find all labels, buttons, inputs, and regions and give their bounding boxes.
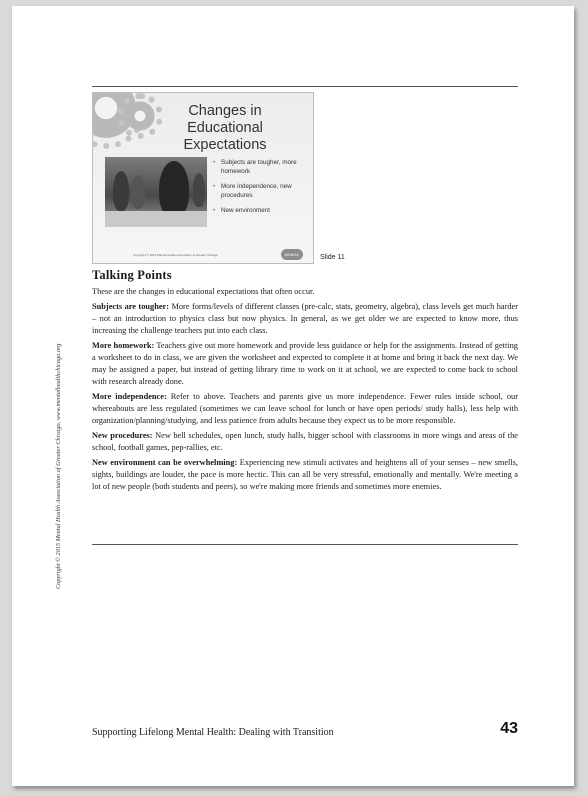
section-heading: Talking Points (92, 268, 172, 282)
slide-title-line-2: Educational Expectations (183, 120, 267, 153)
talking-point (92, 391, 518, 427)
talking-point (92, 340, 518, 388)
talking-point-text: New bell schedules, open lunch, study halls, bigger school with classrooms in more wings and areas of the school, football games, pep-rallies, etc. (92, 431, 518, 452)
intro-paragraph: These are the changes in educational expectations that often occur. (92, 287, 315, 296)
slide-bullet: • More independence, new procedures (213, 183, 307, 200)
vertical-copyright: Copyright © 2015 Mental Health Association of Greater Chicago, www.mentalhealthchicago.org (55, 343, 62, 589)
talking-point-text: Teachers give out more homework and provide less guidance or help for the assignments. Instead of getting a worksheet to do in class, we are given the worksheet and expected to complete it at home and bring it back the next day. We may be assigned a paper, but instead of getting library time to work on it at school, we are expected to come back to school with research already done. (92, 341, 518, 386)
document-page (12, 6, 574, 786)
slide-bullet: • New environment (213, 207, 307, 216)
talking-point-text: More forms/levels of different classes (pre-calc, stats, geometry, algebra), class levels get much harder – not an introduction to physics class but now physics. In general, as we get older we are expected to know more, thus increasing the challenge teachers put into each class. (92, 302, 518, 335)
slide-number: Slide 11 (320, 254, 345, 261)
talking-point-lead: More homework: (92, 341, 155, 350)
mhagc-logo: MHAGC (281, 249, 303, 260)
slide-thumbnail (92, 92, 314, 264)
slide-bullet: • Subjects are tougher, more homework (213, 159, 307, 176)
student-figure (113, 171, 129, 211)
slide-bullet-list (213, 159, 307, 223)
talking-point (92, 457, 518, 493)
talking-point-lead: Subjects are tougher: (92, 302, 170, 311)
talking-point (92, 430, 518, 454)
talking-point-lead: New procedures: (92, 431, 153, 440)
talking-point-text: Refer to above. Teachers and parents give us more independence. Fewer rules inside school, our whereabouts are less regulated (sometimes we can leave school for lunch or have open periods/ study halls), less help with organization/planning/studying, and less patience from adults because they expect us to be more responsible. (92, 392, 518, 425)
slide-title (145, 103, 305, 154)
student-figure (193, 173, 205, 207)
page-number: 43 (500, 720, 518, 737)
talking-point (92, 301, 518, 337)
top-divider (92, 86, 518, 87)
student-figure (159, 161, 189, 217)
desk (105, 211, 207, 227)
bottom-divider (92, 544, 518, 545)
slide-copyright: Copyright © 2015 Mental Health Association of Greater Chicago (133, 253, 218, 257)
classroom-photo (105, 157, 207, 227)
slide-title-line-1: Changes in (188, 103, 262, 119)
talking-point-lead: More independence: (92, 392, 167, 401)
talking-points-section (92, 268, 518, 496)
student-figure (131, 175, 145, 209)
talking-point-text: Experiencing new stimuli activates and heightens all of your senses – new smells, sights, buildings are louder, the pace is more hectic. This can all be very stressful, emotionally and mentally. We're meeting a lot of new people (both students and peers), so we're making more friends and sometimes more enemies. (92, 458, 518, 491)
footer-title: Supporting Lifelong Mental Health: Dealing with Transition (92, 727, 334, 738)
talking-point-lead: New environment can be overwhelming: (92, 458, 238, 467)
